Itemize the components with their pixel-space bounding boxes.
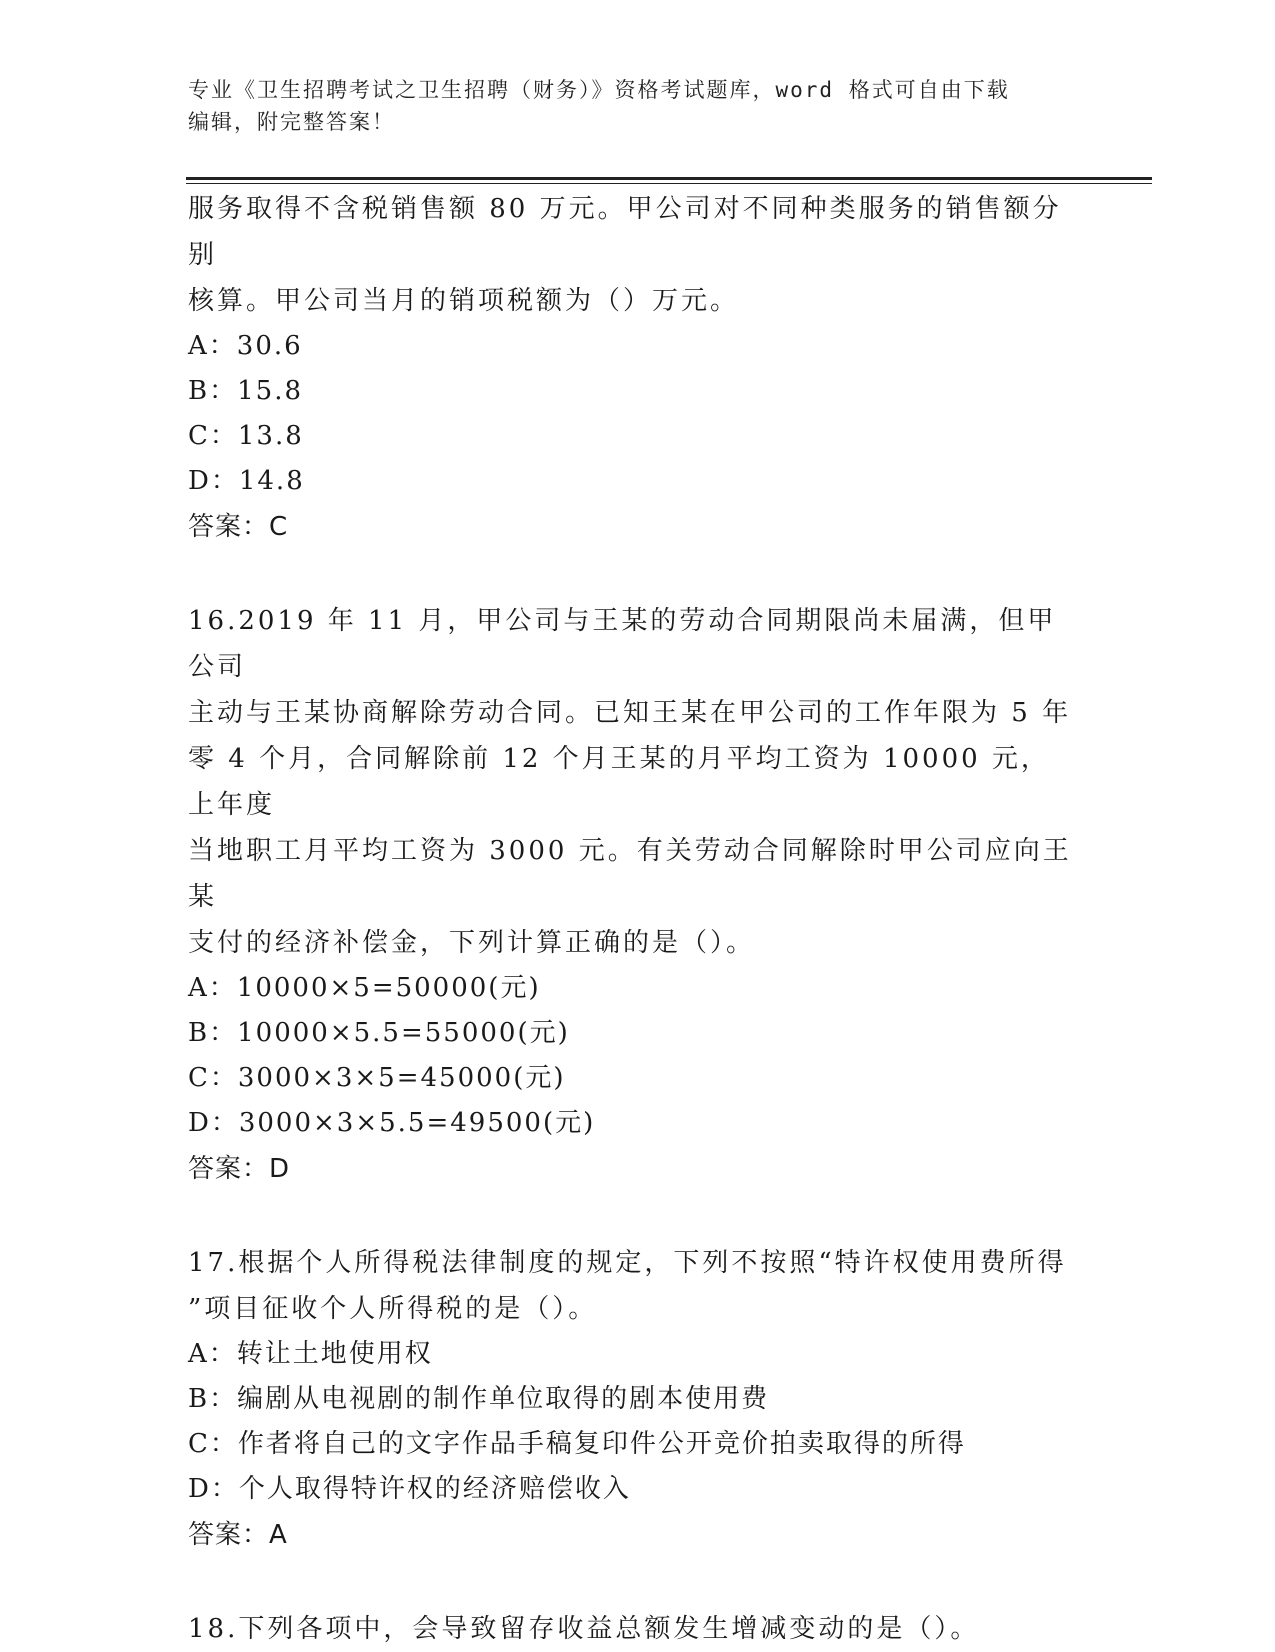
header-line-1: 专业《卫生招聘考试之卫生招聘（财务）》资格考试题库，word 格式可自由下载 [188, 78, 1010, 102]
spacer [188, 1558, 1078, 1606]
question-stem-line: 16.2019 年 11 月，甲公司与王某的劳动合同期限尚未届满，但甲公司 [188, 606, 1057, 682]
question-stem-line: 17.根据个人所得税法律制度的规定，下列不按照“特许权使用费所得 [188, 1248, 1067, 1278]
header-line-2: 编辑，附完整答案！ [188, 110, 395, 134]
answer-label: 答案：D [188, 1154, 291, 1184]
option-c: C：作者将自己的文字作品手稿复印件公开竞价拍卖取得的所得 [188, 1429, 966, 1459]
question-stem-line: 零 4 个月，合同解除前 12 个月王某的月平均工资为 10000 元，上年度 [188, 744, 1050, 820]
option-d: D：14.8 [188, 466, 305, 496]
option-c: C：13.8 [188, 421, 304, 451]
header-divider-thin [186, 183, 1152, 184]
document-body [188, 186, 1078, 1652]
option-d: D：个人取得特许权的经济赔偿收入 [188, 1474, 631, 1504]
option-a: A：30.6 [188, 331, 303, 361]
question-stem-line: 18.下列各项中，会导致留存收益总额发生增减变动的是（）。 [188, 1614, 980, 1644]
option-b: B：15.8 [188, 376, 303, 406]
question-stem-line: 主动与王某协商解除劳动合同。已知王某在甲公司的工作年限为 5 年 [188, 698, 1072, 728]
header-divider-thick [186, 177, 1152, 180]
question-stem-line: 服务取得不含税销售额 80 万元。甲公司对不同种类服务的销售额分别 [188, 194, 1062, 270]
spacer [188, 550, 1078, 598]
question-17 [188, 1240, 1078, 1558]
answer-label: 答案：A [188, 1520, 288, 1550]
spacer [188, 1192, 1078, 1240]
question-stem-line: ”项目征收个人所得税的是（）。 [188, 1294, 598, 1324]
option-d: D：3000×3×5.5=49500(元) [188, 1108, 596, 1138]
option-c: C：3000×3×5=45000(元) [188, 1063, 566, 1093]
option-a: A：转让土地使用权 [188, 1339, 433, 1369]
question-stem-line: 核算。甲公司当月的销项税额为（）万元。 [188, 286, 740, 316]
document-header [188, 74, 1068, 138]
question-18 [188, 1606, 1078, 1652]
question-stem-line: 支付的经济补偿金，下列计算正确的是（）。 [188, 928, 756, 958]
question-16 [188, 598, 1078, 1192]
question-stem-line: 当地职工月平均工资为 3000 元。有关劳动合同解除时甲公司应向王某 [188, 836, 1072, 912]
option-a: A：10000×5=50000(元) [188, 973, 541, 1003]
option-b: B：10000×5.5=55000(元) [188, 1018, 570, 1048]
question-15 [188, 186, 1078, 550]
option-b: B：编剧从电视剧的制作单位取得的剧本使用费 [188, 1384, 770, 1414]
answer-label: 答案：C [188, 512, 289, 542]
